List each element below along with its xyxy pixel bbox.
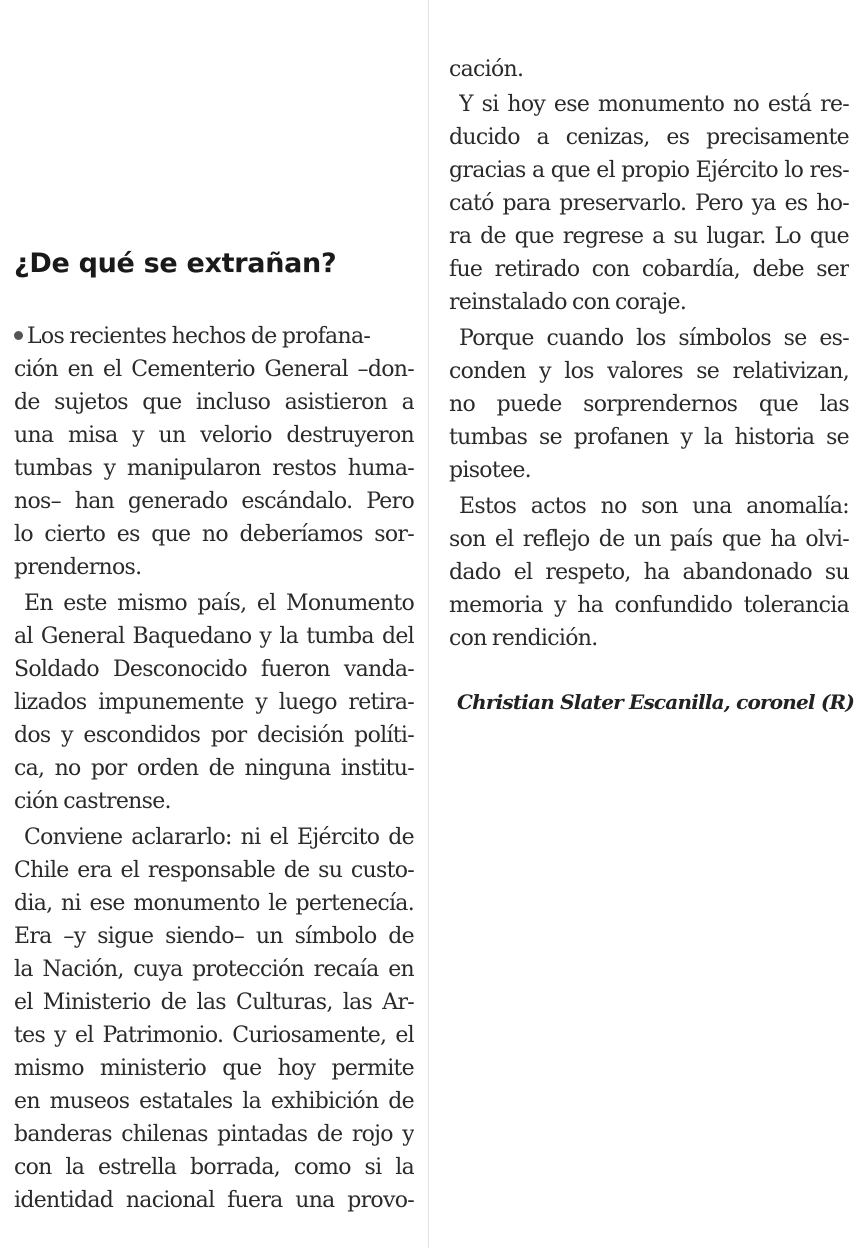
text-line-content: Los recientes hechos de profana-	[27, 324, 371, 349]
text-line: ca, no por orden de ninguna institu-	[14, 756, 414, 781]
text-line: en museos estatales la exhibición de	[14, 1089, 414, 1114]
text-line: Chile era el responsable de su custo-	[14, 858, 414, 883]
text-line: tumbas se profanen y la historia se	[449, 425, 849, 450]
text-line: dos y escondidos por decisión políti-	[14, 723, 414, 748]
text-line: dado el respeto, ha abandonado su	[449, 560, 849, 585]
text-line: ducido a cenizas, es precisamente	[449, 125, 849, 150]
text-line: el Ministerio de las Culturas, las Ar-	[14, 990, 414, 1015]
author-signature: Christian Slater Escanilla, coronel (R)	[457, 690, 855, 714]
text-line: dia, ni ese monumento le pertenecía.	[14, 891, 414, 916]
text-line: tes y el Patrimonio. Curiosamente, el	[14, 1023, 414, 1048]
text-line: no puede sorprendernos que las	[449, 392, 849, 417]
text-line: En este mismo país, el Monumento	[24, 591, 414, 616]
text-line: una misa y un velorio destruyeron	[14, 423, 414, 448]
text-line: cató para preservarlo. Pero ya es ho-	[449, 191, 849, 216]
text-line: al General Baquedano y la tumba del	[14, 624, 414, 649]
text-line: lo cierto es que no deberíamos sor-	[14, 522, 414, 547]
text-line: conden y los valores se relativizan,	[449, 359, 849, 384]
headline: ¿De qué se extrañan?	[14, 248, 337, 279]
text-line: Soldado Desconocido fueron vanda-	[14, 657, 414, 682]
text-line: fue retirado con cobardía, debe ser	[449, 257, 849, 282]
text-line: gracias a que el propio Ejército lo res-	[449, 158, 849, 183]
text-line	[14, 323, 414, 351]
text-line: ción en el Cementerio General –don-	[14, 357, 414, 382]
text-line: pisotee.	[449, 458, 531, 483]
text-line: Era –y sigue siendo– un símbolo de	[14, 924, 414, 949]
text-line: memoria y ha confundido tolerancia	[449, 593, 849, 618]
text-line: Porque cuando los símbolos se es-	[459, 326, 849, 351]
text-line: cación.	[449, 57, 524, 82]
text-line: Y si hoy ese monumento no está re-	[459, 92, 849, 117]
text-line: mismo ministerio que hoy permite	[14, 1056, 414, 1081]
bullet-icon	[14, 331, 23, 340]
text-line: Estos actos no son una anomalía:	[459, 494, 849, 519]
text-line: ción castrense.	[14, 789, 171, 814]
text-line: son el reflejo de un país que ha olvi-	[449, 527, 849, 552]
text-line: lizados impunemente y luego retira-	[14, 690, 414, 715]
text-line: nos– han generado escándalo. Pero	[14, 489, 414, 514]
text-line: la Nación, cuya protección recaía en	[14, 957, 414, 982]
text-line: ra de que regrese a su lugar. Lo que	[449, 224, 849, 249]
text-line: Conviene aclararlo: ni el Ejército de	[24, 825, 414, 850]
text-line: banderas chilenas pintadas de rojo y	[14, 1122, 414, 1147]
text-line: prendernos.	[14, 555, 142, 580]
text-line: tumbas y manipularon restos huma-	[14, 456, 414, 481]
text-line: reinstalado con coraje.	[449, 290, 687, 315]
column-divider	[428, 0, 429, 1248]
text-line: identidad nacional fuera una provo-	[14, 1188, 414, 1213]
text-line: con rendición.	[449, 626, 598, 651]
text-line: con la estrella borrada, como si la	[14, 1155, 414, 1180]
text-line: de sujetos que incluso asistieron a	[14, 390, 414, 415]
